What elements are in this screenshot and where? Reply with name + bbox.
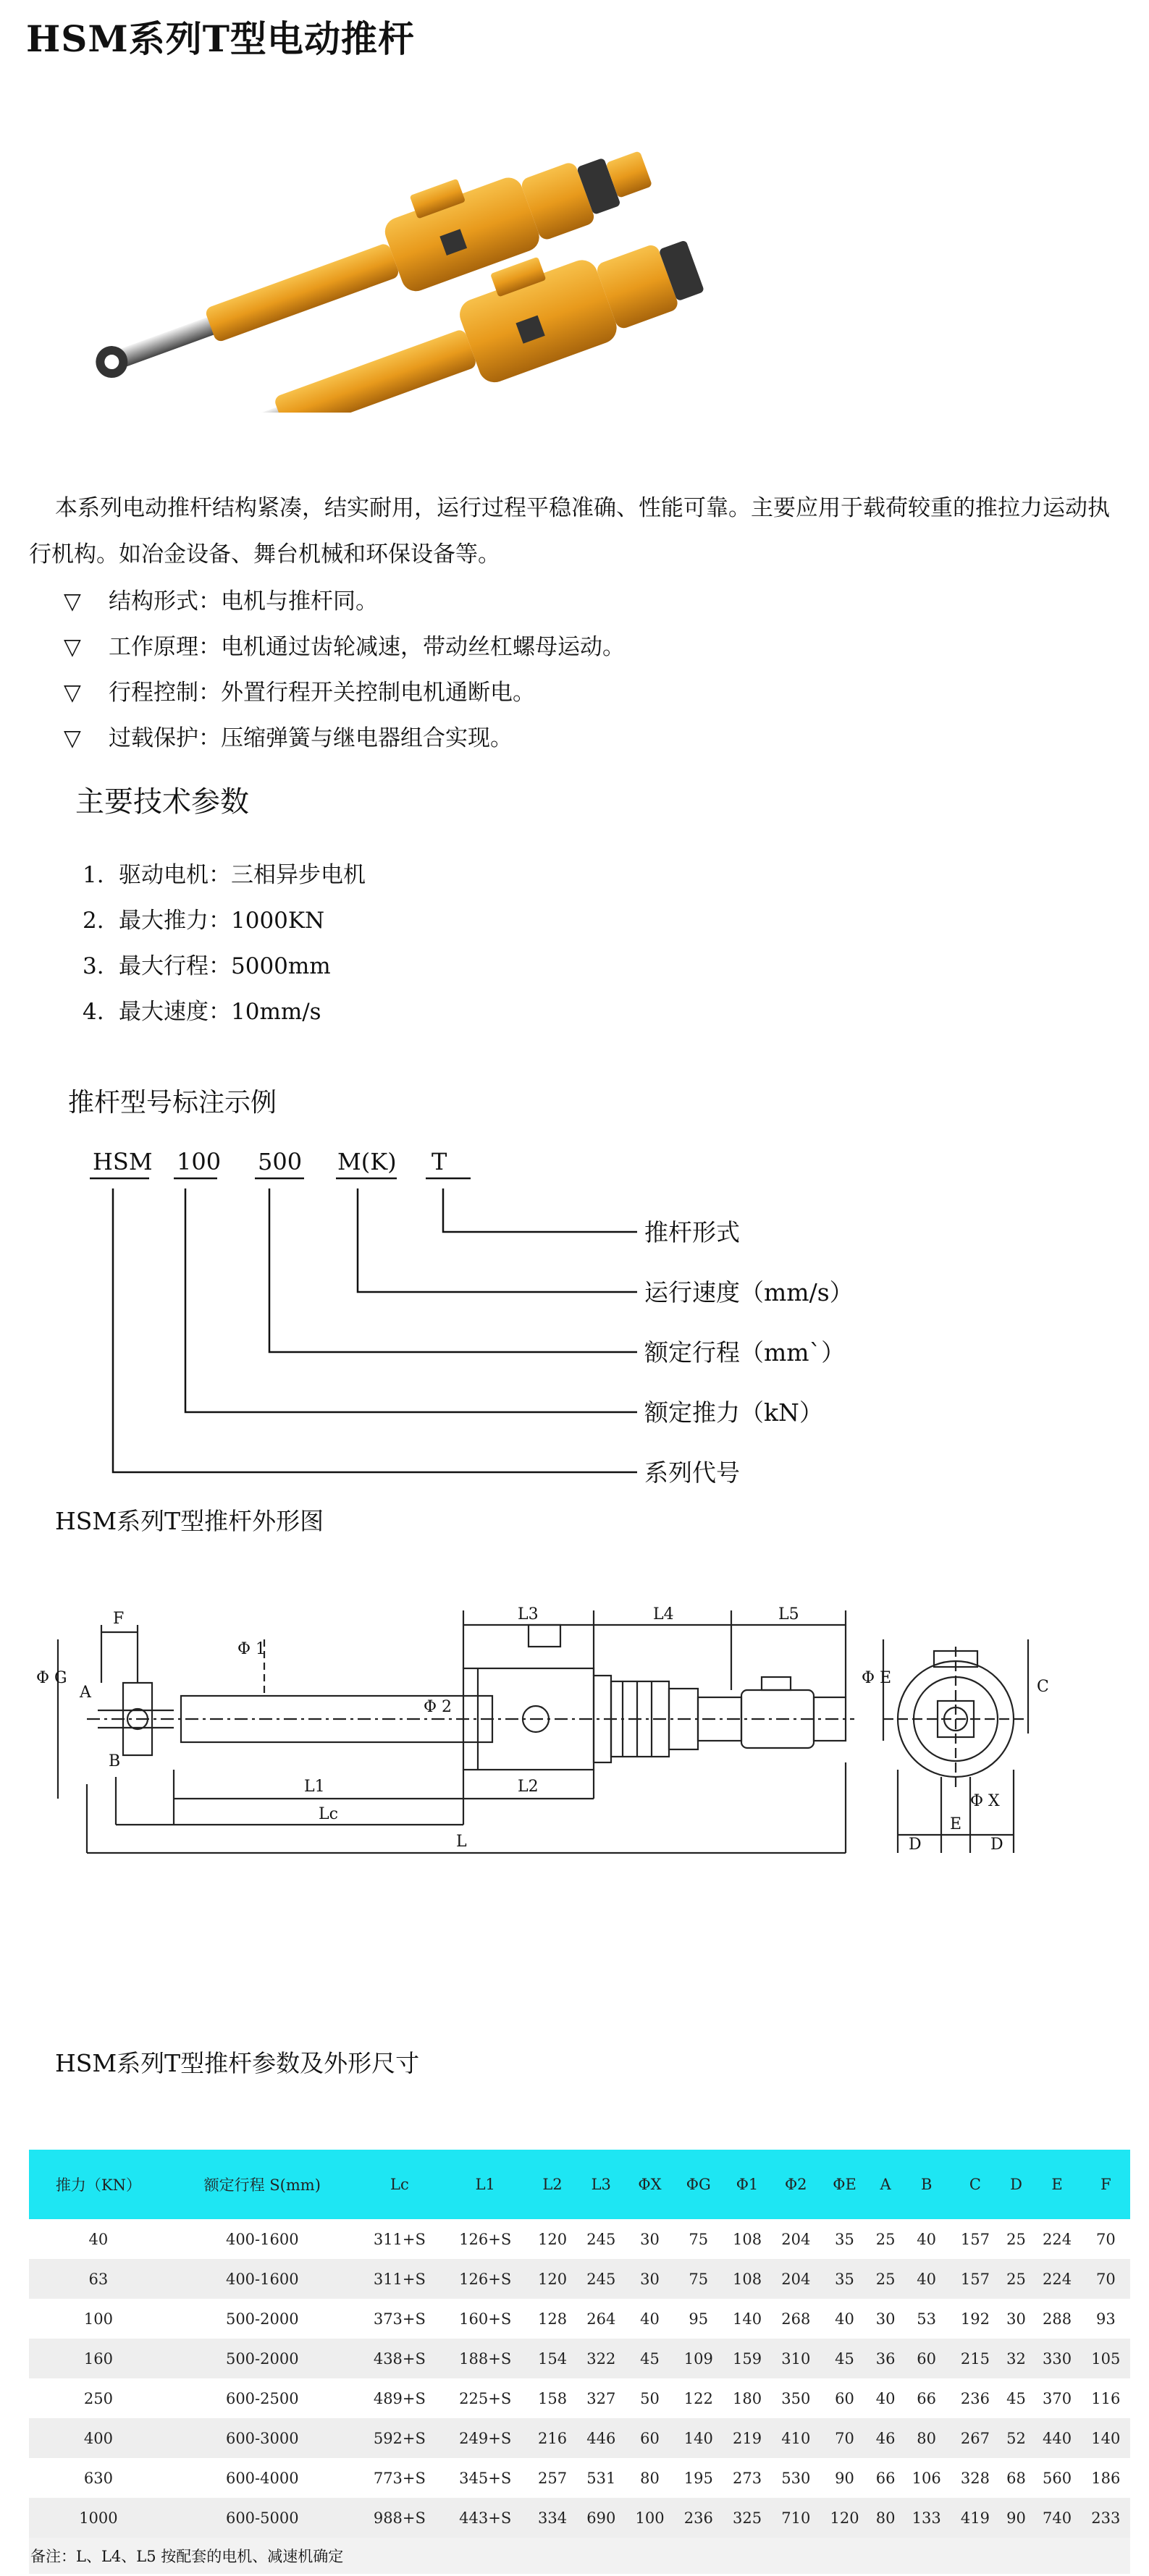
- dim-e: Φ E: [862, 1669, 892, 1687]
- table-cell: 710: [772, 2498, 820, 2538]
- dim-l1: L1: [304, 1778, 325, 1796]
- col-phix: ΦX: [626, 2150, 674, 2219]
- label-series: 系列代号: [644, 1458, 740, 1487]
- col-c: C: [951, 2150, 999, 2219]
- table-cell: 70: [820, 2418, 869, 2458]
- intro-paragraph: 本系列电动推杆结构紧凑，结实耐用，运行过程平稳准确、性能可靠。主要应用于载荷较重的推拉力运动执行机构。如冶金设备、舞台机械和环保设备等。: [29, 495, 1110, 567]
- params-heading: 主要技术参数: [75, 785, 249, 819]
- table-cell: 100: [626, 2498, 674, 2538]
- dim-phi2: Φ 2: [424, 1698, 453, 1716]
- table-cell: 30: [1006, 2310, 1026, 2328]
- table-cell: 45: [820, 2339, 869, 2378]
- table-cell: 180: [732, 2389, 762, 2407]
- table-cell: 105: [1082, 2339, 1130, 2378]
- table-cell: 80: [640, 2469, 660, 2487]
- table-cell: 204: [772, 2259, 820, 2299]
- table-note-row: [29, 2538, 1130, 2574]
- table-cell: 25: [869, 2259, 902, 2299]
- table-cell: 108: [723, 2259, 771, 2299]
- list-item: 1. 驱动电机：三相异步电机: [83, 862, 366, 888]
- triangle-bullet-icon: ▽: [64, 725, 81, 751]
- table-cell: 264: [586, 2310, 616, 2328]
- table-cell: 40: [88, 2230, 109, 2248]
- table-cell: 46: [869, 2418, 902, 2458]
- table-cell: 100: [83, 2310, 113, 2328]
- table-cell: 52: [1000, 2418, 1033, 2458]
- table-cell: 225+S: [459, 2389, 512, 2407]
- table-cell: 158: [537, 2389, 568, 2407]
- table-cell: 489+S: [373, 2389, 426, 2407]
- table-cell: 322: [577, 2339, 626, 2378]
- table-cell: 560: [1043, 2469, 1072, 2487]
- table-cell: 345+S: [459, 2469, 512, 2487]
- table-cell: 373+S: [373, 2310, 426, 2328]
- label-stroke: 额定行程（mm`）: [644, 1338, 846, 1367]
- table-cell: 438+S: [357, 2339, 442, 2378]
- table-cell: 40: [835, 2310, 854, 2328]
- table-cell: 140: [674, 2418, 723, 2458]
- col-l2: L2: [528, 2150, 576, 2219]
- table-cell: 630: [83, 2469, 113, 2487]
- table-cell: 66: [875, 2469, 896, 2487]
- table-cell: 25: [1006, 2230, 1026, 2248]
- table-cell: 330: [1032, 2339, 1081, 2378]
- feature-list: [64, 579, 625, 761]
- list-item: 3. 最大行程：5000mm: [83, 953, 331, 979]
- table-cell: 219: [723, 2418, 771, 2458]
- table-cell: 126+S: [442, 2259, 528, 2299]
- table-cell: 40: [902, 2259, 951, 2299]
- example-heading: 推杆型号标注示例: [68, 1088, 277, 1118]
- table-cell: 75: [674, 2259, 723, 2299]
- dim-c: C: [1037, 1678, 1049, 1696]
- table-cell: 186: [1091, 2469, 1121, 2487]
- table-cell: 500-2000: [225, 2310, 299, 2328]
- dim-lc: Lc: [319, 1805, 338, 1823]
- table-cell: 60: [835, 2389, 854, 2407]
- table-cell: 257: [537, 2469, 568, 2487]
- dim-x: Φ X: [970, 1792, 1000, 1810]
- code-stroke: 500: [258, 1148, 303, 1175]
- table-cell: 140: [732, 2310, 762, 2328]
- table-cell: 159: [723, 2339, 771, 2378]
- table-cell: 140: [1082, 2418, 1130, 2458]
- table-cell: 249+S: [442, 2418, 528, 2458]
- table-cell: 236: [674, 2498, 723, 2538]
- table-row: [29, 2378, 1130, 2418]
- col-lc: Lc: [357, 2150, 442, 2219]
- table-cell: 273: [732, 2469, 762, 2487]
- table-cell: 95: [689, 2310, 709, 2328]
- col-stroke: 额定行程 S(mm): [168, 2150, 357, 2219]
- code-thrust: 100: [177, 1148, 222, 1175]
- col-d: D: [1000, 2150, 1033, 2219]
- table-cell: 419: [951, 2498, 999, 2538]
- table-cell: 53: [917, 2310, 937, 2328]
- table-cell: 600-5000: [168, 2498, 357, 2538]
- list-item: ▽ 工作原理：电机通过齿轮减速，带动丝杠螺母运动。: [64, 625, 625, 670]
- table-cell: 120: [537, 2230, 568, 2248]
- table-row: [29, 2418, 1130, 2458]
- table-cell: 154: [528, 2339, 576, 2378]
- table-cell: 600-4000: [225, 2469, 299, 2487]
- table-cell: 75: [689, 2230, 709, 2248]
- table-cell: 25: [875, 2230, 896, 2248]
- table-cell: 310: [772, 2339, 820, 2378]
- table-cell: 63: [29, 2259, 168, 2299]
- list-item: ▽ 过载保护：压缩弹簧与继电器组合实现。: [64, 716, 625, 761]
- table-cell: 126+S: [459, 2230, 512, 2248]
- table-cell: 160: [29, 2339, 168, 2378]
- table-cell: 500-2000: [168, 2339, 357, 2378]
- table-cell: 40: [917, 2230, 937, 2248]
- label-form: 推杆形式: [644, 1218, 740, 1246]
- table-cell: 1000: [29, 2498, 168, 2538]
- table-cell: 440: [1032, 2418, 1081, 2458]
- table-cell: 108: [732, 2230, 762, 2248]
- table-cell: 250: [83, 2389, 113, 2407]
- table-cell: 35: [820, 2259, 869, 2299]
- table-cell: 400-1600: [168, 2259, 357, 2299]
- table-cell: 328: [960, 2469, 990, 2487]
- table-cell: 236: [960, 2389, 990, 2407]
- triangle-bullet-icon: ▽: [64, 634, 81, 660]
- table-cell: 311+S: [357, 2259, 442, 2299]
- table-cell: 215: [951, 2339, 999, 2378]
- table-cell: 40: [875, 2389, 896, 2407]
- table-cell: 120: [820, 2498, 869, 2538]
- table-cell: 245: [577, 2259, 626, 2299]
- dim-d-left: D: [909, 1836, 922, 1854]
- params-list: [83, 853, 366, 1035]
- dim-d-right: D: [990, 1836, 1003, 1854]
- table-note: 备注：L、L4、L5 按配套的电机、减速机确定: [29, 2538, 1130, 2574]
- table-cell: 109: [674, 2339, 723, 2378]
- col-phi2: Φ2: [772, 2150, 820, 2219]
- col-l3: L3: [577, 2150, 626, 2219]
- table-cell: 773+S: [373, 2469, 426, 2487]
- col-e: E: [1032, 2150, 1081, 2219]
- dim-b: B: [109, 1752, 121, 1770]
- table-cell: 70: [1095, 2230, 1116, 2248]
- table-cell: 327: [586, 2389, 616, 2407]
- table-cell: 90: [835, 2469, 854, 2487]
- table-cell: 988+S: [357, 2498, 442, 2538]
- table-cell: 350: [781, 2389, 811, 2407]
- table-cell: 592+S: [357, 2418, 442, 2458]
- table-body: [29, 2219, 1130, 2538]
- col-phi1: Φ1: [723, 2150, 771, 2219]
- table-row: [29, 2339, 1130, 2378]
- table-cell: 195: [683, 2469, 713, 2487]
- table-cell: 60: [626, 2418, 674, 2458]
- table-row: [29, 2219, 1130, 2259]
- table-cell: 45: [1006, 2389, 1026, 2407]
- table-cell: 334: [528, 2498, 576, 2538]
- table-cell: 267: [951, 2418, 999, 2458]
- outline-drawing: [29, 1596, 1129, 1907]
- col-l1: L1: [442, 2150, 528, 2219]
- dim-l: L: [456, 1833, 467, 1851]
- table-cell: 740: [1032, 2498, 1081, 2538]
- table-cell: 128: [537, 2310, 568, 2328]
- table-cell: 160+S: [459, 2310, 512, 2328]
- table-cell: 90: [1000, 2498, 1033, 2538]
- table-cell: 45: [626, 2339, 674, 2378]
- product-photo: [43, 109, 710, 413]
- table-cell: 400: [29, 2418, 168, 2458]
- table-row: [29, 2458, 1130, 2498]
- table-cell: 106: [912, 2469, 941, 2487]
- table-cell: 157: [951, 2259, 999, 2299]
- dim-l2: L2: [518, 1778, 539, 1796]
- triangle-bullet-icon: ▽: [64, 588, 81, 615]
- table-cell: 50: [640, 2389, 660, 2407]
- table-cell: 35: [835, 2230, 854, 2248]
- triangle-bullet-icon: ▽: [64, 680, 81, 706]
- table-header-row: [29, 2150, 1130, 2219]
- table-cell: 600-2500: [225, 2389, 299, 2407]
- table-cell: 690: [577, 2498, 626, 2538]
- table-cell: 446: [577, 2418, 626, 2458]
- label-thrust: 额定推力（kN）: [644, 1398, 823, 1427]
- table-cell: 66: [917, 2389, 937, 2407]
- page-title: HSM系列T型电动推杆: [26, 17, 415, 60]
- outline-heading: HSM系列T型推杆外形图: [55, 1507, 324, 1535]
- table-cell: 204: [781, 2230, 811, 2248]
- table-cell: 133: [902, 2498, 951, 2538]
- col-phie: ΦE: [820, 2150, 869, 2219]
- dim-g: Φ G: [36, 1669, 67, 1687]
- table-cell: 600-3000: [168, 2418, 357, 2458]
- table-cell: 224: [1032, 2259, 1081, 2299]
- list-item: ▽ 结构形式：电机与推杆同。: [64, 579, 625, 625]
- table-cell: 70: [1082, 2259, 1130, 2299]
- table-cell: 192: [960, 2310, 990, 2328]
- table-cell: 30: [640, 2230, 660, 2248]
- dim-l4: L4: [653, 1605, 674, 1623]
- dim-e-bottom: E: [950, 1815, 962, 1833]
- table-cell: 530: [781, 2469, 811, 2487]
- table-cell: 116: [1091, 2389, 1121, 2407]
- label-speed: 运行速度（mm/s）: [644, 1278, 854, 1306]
- col-thrust: 推力（KN）: [29, 2150, 168, 2219]
- col-phig: ΦG: [674, 2150, 723, 2219]
- code-series: HSM: [93, 1148, 153, 1175]
- table-cell: 60: [902, 2339, 951, 2378]
- table-cell: 122: [683, 2389, 713, 2407]
- table-cell: 245: [586, 2230, 616, 2248]
- table-cell: 531: [586, 2469, 616, 2487]
- table-cell: 325: [723, 2498, 771, 2538]
- col-b: B: [902, 2150, 951, 2219]
- dim-a: A: [80, 1684, 91, 1702]
- table-row: [29, 2259, 1130, 2299]
- model-code-diagram: [0, 1136, 1149, 1513]
- table-cell: 288: [1043, 2310, 1072, 2328]
- table-cell: 25: [1000, 2259, 1033, 2299]
- table-cell: 443+S: [442, 2498, 528, 2538]
- table-cell: 233: [1082, 2498, 1130, 2538]
- code-speed: M(K): [337, 1148, 397, 1175]
- table-cell: 68: [1006, 2469, 1026, 2487]
- table-cell: 40: [640, 2310, 660, 2328]
- table-cell: 93: [1095, 2310, 1116, 2328]
- table-cell: 268: [781, 2310, 811, 2328]
- table-cell: 120: [528, 2259, 576, 2299]
- code-form: T: [432, 1148, 447, 1175]
- table-cell: 188+S: [442, 2339, 528, 2378]
- table-cell: 80: [902, 2418, 951, 2458]
- table-cell: 157: [960, 2230, 990, 2248]
- table-cell: 400-1600: [225, 2230, 299, 2248]
- table-cell: 410: [772, 2418, 820, 2458]
- dim-l5: L5: [778, 1605, 799, 1623]
- list-item: ▽ 行程控制：外置行程开关控制电机通断电。: [64, 670, 625, 716]
- col-a: A: [869, 2150, 902, 2219]
- table-cell: 30: [626, 2259, 674, 2299]
- table-row: [29, 2299, 1130, 2339]
- table-cell: 311+S: [373, 2230, 426, 2248]
- table-cell: 32: [1000, 2339, 1033, 2378]
- dim-phi1: Φ 1: [237, 1640, 266, 1658]
- table-row: [29, 2498, 1130, 2538]
- table-heading: HSM系列T型推杆参数及外形尺寸: [55, 2049, 420, 2077]
- table-cell: 224: [1043, 2230, 1072, 2248]
- table-cell: 30: [875, 2310, 896, 2328]
- table-cell: 216: [528, 2418, 576, 2458]
- list-item: 4. 最大速度：10mm/s: [83, 999, 321, 1025]
- table-cell: 36: [869, 2339, 902, 2378]
- col-f: F: [1082, 2150, 1130, 2219]
- dim-l3: L3: [518, 1605, 539, 1623]
- dim-f: F: [113, 1610, 125, 1628]
- table-cell: 370: [1043, 2389, 1072, 2407]
- spec-table: [29, 2150, 1130, 2574]
- list-item: 2. 最大推力：1000KN: [83, 908, 325, 934]
- table-cell: 80: [869, 2498, 902, 2538]
